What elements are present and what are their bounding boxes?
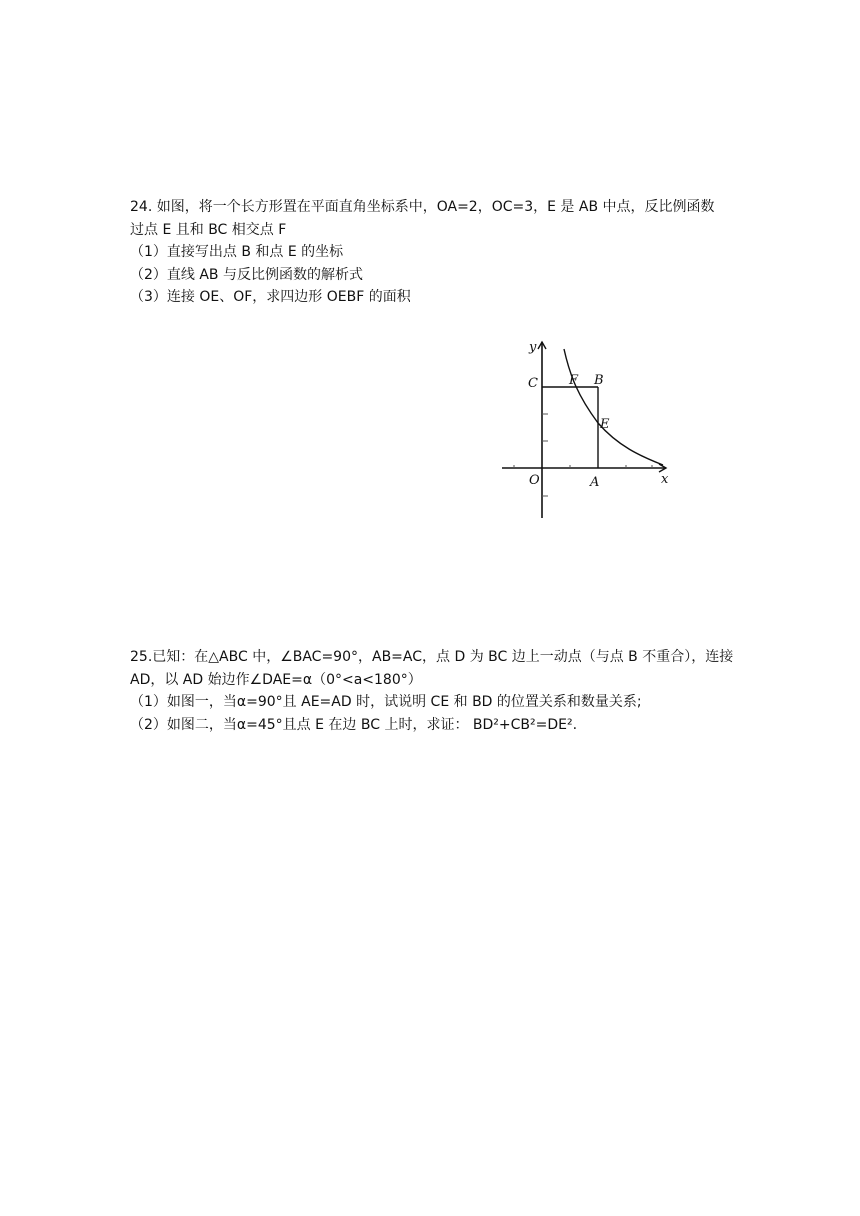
- q25-line-2: AD，以 AD 始边作∠DAE=α（0°<a<180°）: [130, 671, 422, 688]
- q24-part-3: （3）连接 OE、OF，求四边形 OEBF 的面积: [130, 289, 411, 305]
- q24-part-1: （1）直接写出点 B 和点 E 的坐标: [130, 244, 344, 260]
- q25-line-1: 25.已知：在△ABC 中，∠BAC=90°，AB=AC，点 D 为 BC 边上一动点（与点 B 不重合），连接: [130, 649, 734, 665]
- q24-coordinate-figure: [500, 338, 675, 523]
- q24-part-2: （2）直线 AB 与反比例函数的解析式: [130, 266, 363, 283]
- label-o: O: [529, 473, 540, 488]
- label-a: A: [590, 475, 600, 490]
- label-c: C: [528, 376, 538, 391]
- label-y: y: [529, 340, 537, 355]
- q25-part-2: （2）如图二，当α=45°且点 E 在边 BC 上时，求证： BD²+CB²=DE².: [130, 716, 578, 733]
- q25-part-1: （1）如图一，当α=90°且 AE=AD 时，试说明 CE 和 BD 的位置关系和数量关系;: [130, 694, 642, 710]
- hyperbola-curve: [564, 349, 663, 465]
- label-x: x: [661, 472, 669, 487]
- question-25: [130, 646, 740, 736]
- label-e: E: [600, 417, 610, 432]
- label-b: B: [594, 373, 604, 388]
- q24-line-1: 24. 如图，将一个长方形置在平面直角坐标系中，OA=2，OC=3，E 是 AB 中点，反比例函数: [130, 199, 715, 215]
- question-24: [130, 196, 740, 309]
- label-f: F: [569, 373, 579, 388]
- q24-line-2: 过点 E 且和 BC 相交点 F: [130, 221, 287, 238]
